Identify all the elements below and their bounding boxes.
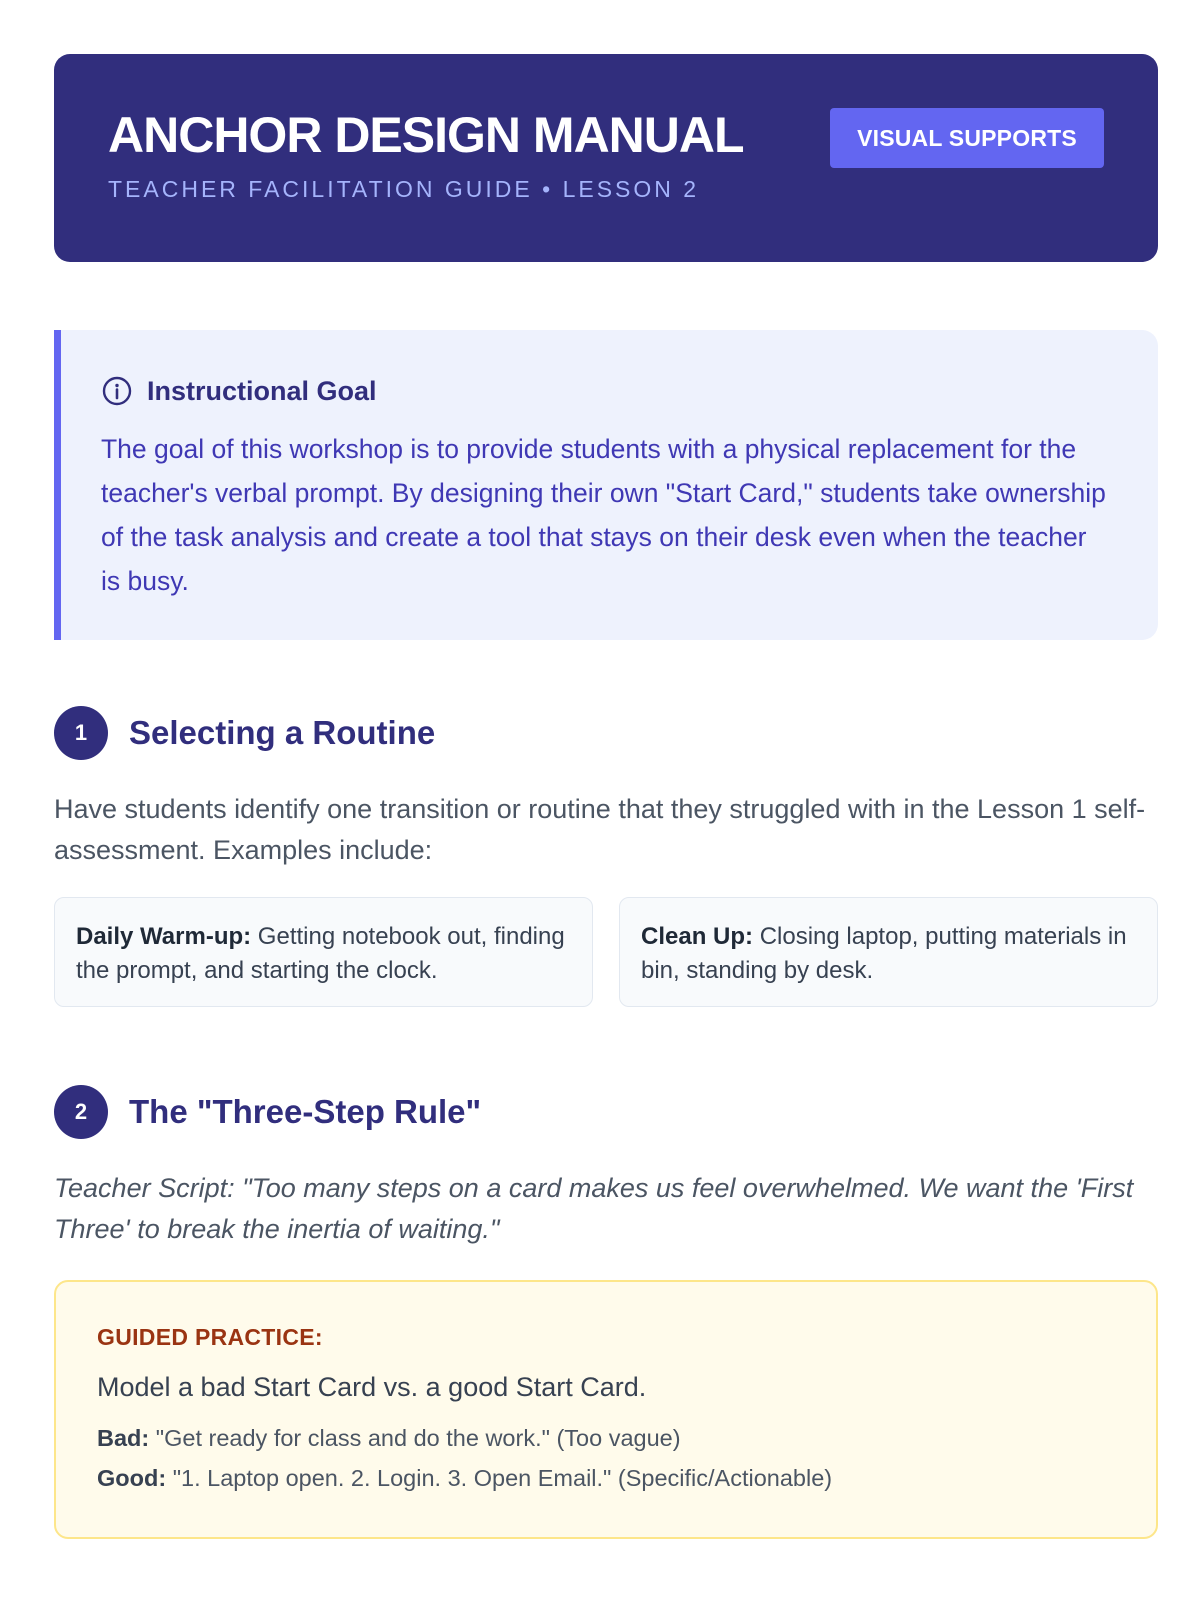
visual-supports-badge[interactable]: VISUAL SUPPORTS	[830, 108, 1104, 168]
example-card-warmup	[54, 897, 593, 1007]
good-example-line	[97, 1465, 832, 1492]
info-icon	[101, 375, 133, 407]
section-2-heading	[54, 1085, 481, 1139]
example-text: Closing laptop, putting materials in bin, standing by desk.	[641, 923, 1127, 984]
bad-label: Bad:	[97, 1425, 150, 1451]
bad-text: "Get ready for class and do the work." (Too vague)	[155, 1425, 681, 1451]
page-title: ANCHOR DESIGN MANUAL	[108, 107, 744, 163]
bad-example-line	[97, 1425, 681, 1452]
good-text: "1. Laptop open. 2. Login. 3. Open Email." (Specific/Actionable)	[172, 1465, 833, 1491]
instructional-goal-callout	[54, 330, 1158, 640]
goal-header	[101, 375, 377, 407]
step-number-2: 2	[54, 1085, 108, 1139]
header-banner	[54, 54, 1158, 262]
guided-practice-intro: Model a bad Start Card vs. a good Start Card.	[97, 1372, 647, 1402]
teacher-script: Teacher Script: "Too many steps on a card makes us feel overwhelmed. We want the 'First Three' to break the inertia of waiting."	[54, 1173, 1134, 1244]
example-card-cleanup	[619, 897, 1158, 1007]
section-1-title: Selecting a Routine	[129, 714, 436, 751]
section-2-title: The "Three-Step Rule"	[129, 1093, 482, 1130]
guided-practice-label: GUIDED PRACTICE:	[97, 1324, 323, 1350]
section-1-heading	[54, 706, 435, 760]
example-label: Daily Warm-up:	[76, 923, 252, 950]
good-label: Good:	[97, 1465, 167, 1491]
section-1-text: Have students identify one transition or routine that they struggled with in the Lesson 1 self-assessment. Examples include:	[54, 794, 1146, 865]
goal-text: The goal of this workshop is to provide students with a physical replacement for the teacher's verbal prompt. By designing their own "Start Card," students take ownership of the task analysis and create a tool that stays on their desk even when the teacher is busy.	[101, 434, 1106, 596]
page-subtitle: TEACHER FACILITATION GUIDE • LESSON 2	[108, 176, 700, 202]
example-text: Getting notebook out, finding the prompt, and starting the clock.	[76, 923, 565, 984]
guided-practice-box	[54, 1280, 1158, 1539]
example-label: Clean Up:	[641, 923, 754, 950]
step-number-1: 1	[54, 706, 108, 760]
goal-title: Instructional Goal	[147, 375, 377, 406]
